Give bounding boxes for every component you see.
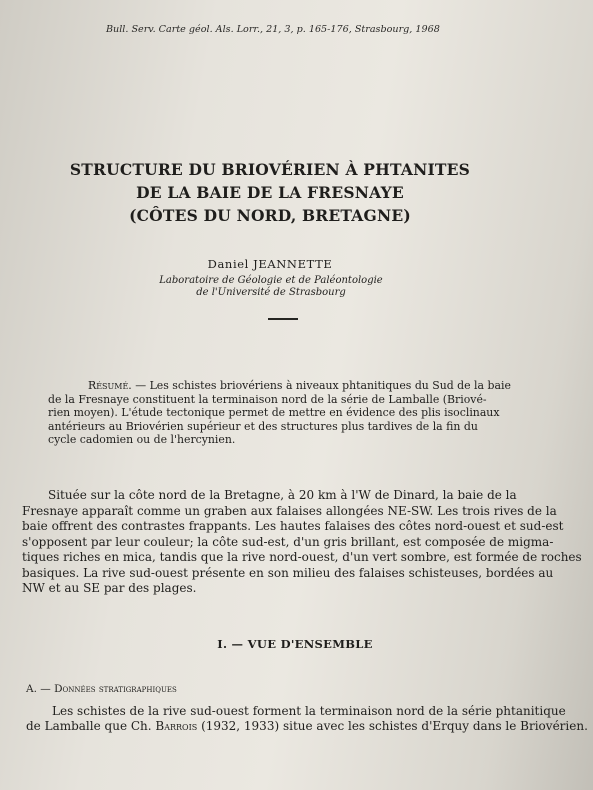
abstract-line bbox=[48, 379, 511, 393]
paragraph-line: s'opposent par leur couleur; la côte sud-est, d'un gris brillant, est composée de migma- bbox=[22, 534, 554, 549]
title-line-3: (CÔTES DU NORD, BRETAGNE) bbox=[129, 206, 411, 225]
paragraph-text: (1932, 1933) situe avec les schistes d'Erquy dans le Briovérien. bbox=[197, 719, 588, 733]
journal-citation: Bull. Serv. Carte géol. Als. Lorr., 21, 3, p. 165-176, Strasbourg, 1968 bbox=[106, 24, 440, 35]
affiliation-line-1: Laboratoire de Géologie et de Paléontologie bbox=[159, 275, 383, 286]
author-affiliation bbox=[100, 275, 442, 299]
abstract-line: cycle cadomien ou de l'hercynien. bbox=[48, 433, 236, 447]
paragraph-line: Située sur la côte nord de la Bretagne, à 20 km à l'W de Dinard, la baie de la bbox=[48, 488, 517, 502]
abstract bbox=[48, 379, 511, 447]
abstract-label: Résumé. bbox=[88, 379, 132, 392]
subsection-heading bbox=[26, 683, 346, 695]
paragraph-line: Les schistes de la rive sud-ouest forment la terminaison nord de la série phtanitique bbox=[52, 704, 566, 718]
paragraph-line: basiques. La rive sud-ouest présente en son milieu des falaises schisteuses, bordées au bbox=[22, 565, 554, 580]
title-line-1: STRUCTURE DU BRIOVÉRIEN À PHTANITES bbox=[69, 160, 471, 179]
paragraph-line: tiques riches en mica, tandis que la rive nord-ouest, d'un vert sombre, est formée de roches bbox=[22, 550, 582, 564]
subsection-prefix: A. — bbox=[26, 683, 55, 695]
paper-title bbox=[60, 158, 480, 227]
title-line-2: DE LA BAIE DE LA FRESNAYE bbox=[136, 183, 404, 202]
abstract-line: rien moyen). L'étude tectonique permet de mettre en évidence des plis isoclinaux bbox=[48, 406, 500, 420]
title-separator-rule bbox=[268, 318, 298, 320]
paragraph-line: NW et au SE par des plages. bbox=[22, 581, 197, 595]
paragraph-line: Fresnaye apparaît comme un graben aux falaises allongées NE-SW. Les trois rives de la bbox=[22, 503, 557, 518]
subsection-title: Données stratigraphiques bbox=[54, 683, 177, 695]
paragraph-line bbox=[26, 719, 588, 734]
cited-author: Barrois bbox=[155, 719, 198, 733]
abstract-line-text: — Les schistes briovériens à niveaux phtanitiques du Sud de la baie bbox=[131, 379, 511, 392]
abstract-line: de la Fresnaye constituent la terminaison nord de la série de Lamballe (Briové- bbox=[48, 392, 487, 406]
intro-paragraph bbox=[22, 488, 582, 597]
section-heading: I. — VUE D'ENSEMBLE bbox=[217, 637, 373, 651]
paragraph-text: de Lamballe que Ch. bbox=[26, 719, 156, 733]
paragraph-line: baie offrent des contrastes frappants. Les hautes falaises des côtes nord-ouest et sud-est bbox=[22, 519, 564, 533]
body-paragraph bbox=[26, 704, 588, 734]
author-name: Daniel JEANNETTE bbox=[207, 257, 333, 271]
abstract-line: antérieurs au Briovérien supérieur et des structures plus tardives de la fin du bbox=[48, 419, 478, 433]
affiliation-line-2: de l'Université de Strasbourg bbox=[196, 287, 346, 298]
